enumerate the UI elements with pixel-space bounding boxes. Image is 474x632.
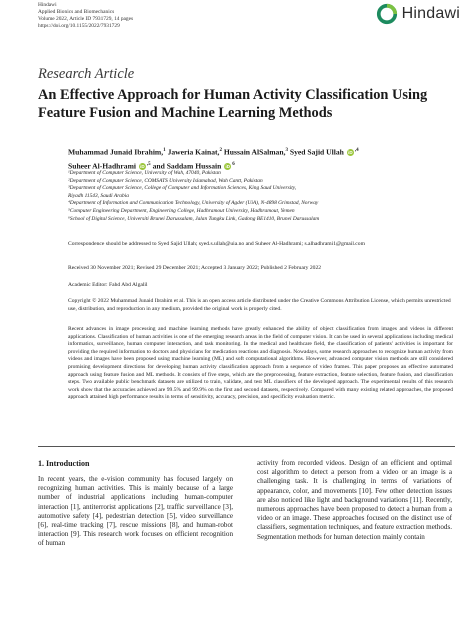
paper-title: An Effective Approach for Human Activity Classification Using Feature Fusion and Machine Learning Methods (38, 87, 428, 121)
author-2: Jaweria Kainat, (167, 147, 220, 157)
affiliation-6: ⁶School of Digital Science, Universiti Brunei Darussalam, Jalan Tungku Link, Gadong BE1410, Brunei Darussalam (68, 215, 320, 222)
logo-text: Hindawi (401, 5, 460, 22)
author-5-sup: ,5 (146, 161, 151, 167)
author-list (68, 145, 448, 172)
publication-dates: Received 30 November 2021; Revised 29 December 2021; Accepted 3 January 2022; Published 2 February 2022 (68, 265, 322, 271)
divider (38, 446, 455, 447)
author-4-sup: ,4 (354, 148, 359, 153)
affiliation-4: ⁴Department of Information and Communication Technology, University of Agder (UiA), N-4898 Grimstad, Norway (68, 200, 319, 207)
affiliation-1: ¹Department of Computer Science, University of Wah, 47040, Pakistan (68, 170, 221, 176)
author-3: Hussain AlSalman, (223, 147, 286, 157)
author-6-sup: 6 (232, 161, 235, 167)
author-4: Syed Sajid Ullah (289, 147, 344, 157)
abstract: Recent advances in image processing and machine learning methods have greatly enhanced the ability of object classification from images and videos in different applications. Classification of human activities is one of the emerging research areas in the field of computer vision. It can be used in several applications including medical informatics, surveillance, human computer interaction, and task monitoring. In the medical and healthcare field, the classification of patients' activities is important for providing the required information to doctors and physicians for medication reactions and diagnosis. Nowadays, some research approaches to recognize human activity from videos and images have been proposed using machine learning (ML) and soft computational algorithms. However, advanced computer vision methods are still considered promising development directions for developing human activity classification approach from a sequence of video frames. This paper proposes an effective automated approach using feature fusion and ML methods. It consists of five steps, which are the preprocessing, feature extraction, feature selection, feature fusion, and classification steps. Two available public benchmark datasets are utilized to train, validate, and test ML classifiers of the developed approach. The experimental results of this research work show that the accuracies achieved are 99.5% and 99.9% on the first and second datasets, respectively. Compared with many existing related approaches, the proposed approach attained high performance results in terms of sensitivity, accuracy, precision, and specificity evaluation metric. (68, 326, 453, 401)
journal-info (38, 2, 133, 30)
affiliation-5: ⁵Computer Engineering Department, Engineering College, Hadhramout University, Hadhramout, Yemen (68, 207, 295, 214)
affiliation-3-cont: Riyadh 11543, Saudi Arabia (68, 192, 129, 199)
hindawi-logo (376, 3, 460, 25)
correspondence: Correspondence should be addressed to Syed Sajid Ullah; syed.s.ullah@uia.no and Suheer Al-Hadhrami; s.alhadhrami1@gmail.com (68, 241, 365, 247)
affiliations (68, 170, 453, 223)
journal-name: Applied Bionics and Biomechanics (38, 9, 115, 15)
affiliation-2: ²Department of Computer Science, COMSATS University Islamabad, Wah Cantt, Pakistan (68, 177, 263, 184)
author-2-sup: 2 (219, 148, 222, 153)
volume-line: Volume 2022, Article ID 7931729, 14 pages (38, 16, 134, 22)
author-6: and Saddam Hussain (152, 161, 222, 171)
author-5: Suheer Al-Hadhrami (68, 161, 136, 171)
article-type: Research Article (38, 66, 135, 82)
doi-link[interactable]: https://doi.org/10.1155/2022/7931729 (38, 23, 120, 29)
author-3-sup: 3 (285, 148, 288, 153)
copyright-notice: Copyright © 2022 Muhammad Junaid Ibrahim et al. This is an open access article distributed under the Creative Commons Attribution License, which permits unrestricted use, distribution, and reproduction in any medium, provided the original work is properly cited. (68, 298, 451, 312)
hindawi-ring-icon (376, 3, 398, 25)
author-1: Muhammad Junaid Ibrahim, (68, 147, 164, 157)
author-1-sup: 1 (163, 148, 166, 153)
intro-left-column: In recent years, the e-vision community has focused largely on recognizing human activities. This is mainly because of a large number of industrial applications including human-computer interaction [1], antiterrorist applications [2], traffic surveillance [3], automotive safety [4], pedestrian detection [5], video surveillance [6], real-time tracking [7], rescue missions [8], and human-robot interaction [9]. This research work focuses on efficient recognition of human (38, 475, 233, 548)
orcid-icon[interactable]: iD (225, 163, 231, 169)
affiliation-3: ³Department of Computer Science, College of Computer and Information Sciences, King Saud University, (68, 185, 297, 192)
publisher-name: Hindawi (38, 2, 57, 8)
academic-editor: Academic Editor: Fahd Abd Algalil (68, 282, 148, 288)
intro-right-column: activity from recorded videos. Design of an efficient and optimal cost algorithm to detect a person from a video or an image is a challenging task. It is challenging in terms of variations of appearance, color, and movements [10]. Few other detection issues are also noticed like light and background variations [11]. Recently, numerous approaches have been proposed to detect a human from a video or an image. These approaches focused on the distinct use of classifiers, segmentation techniques, and feature extraction methods. Segmentation methods for human detection mainly contain (257, 459, 452, 541)
orcid-icon[interactable]: iD (140, 163, 145, 169)
orcid-icon[interactable]: iD (348, 150, 353, 156)
section-heading: 1. Introduction (38, 459, 90, 468)
